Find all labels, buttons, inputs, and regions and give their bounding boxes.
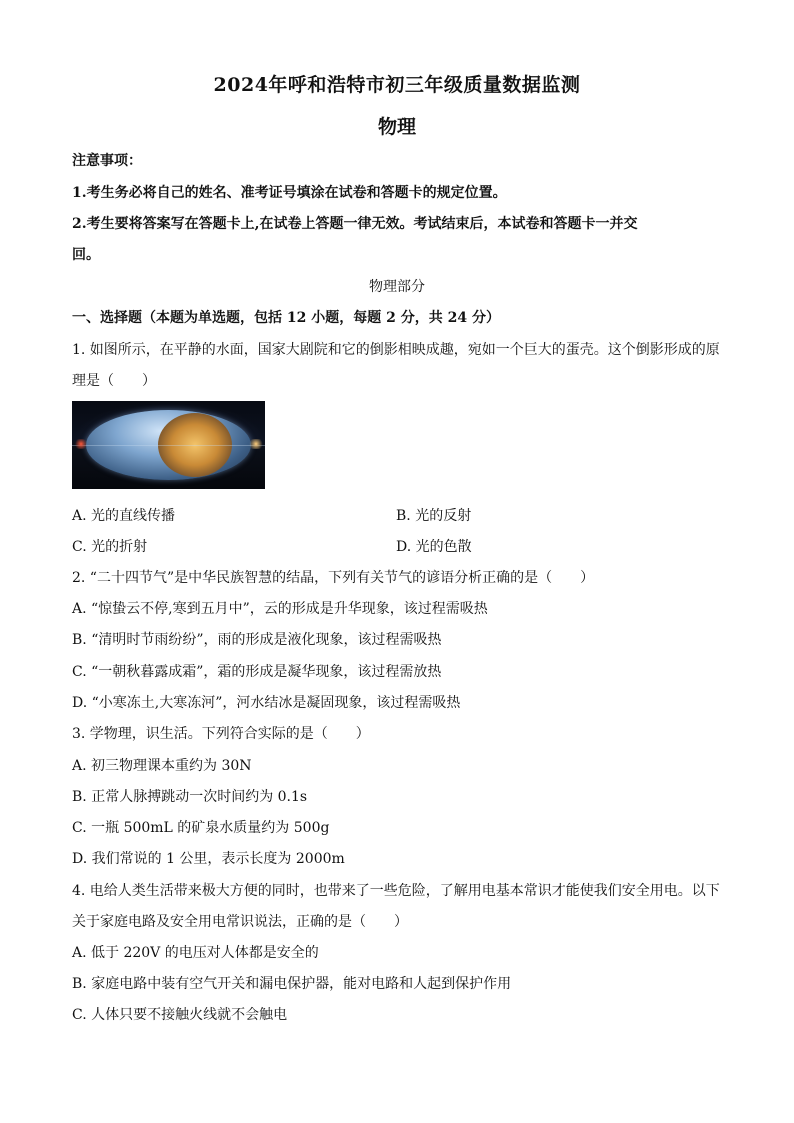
q3-option-a: A. 初三物理课本重约为 30N (72, 758, 252, 774)
q4-option-b: B. 家庭电路中装有空气开关和漏电保护器，能对电路和人起到保护作用 (72, 976, 512, 992)
q4-stem-line-1: 4. 电给人类生活带来极大方便的同时，也带来了一些危险，了解用电基本常识才能使我们安全用电。以下 (72, 883, 720, 899)
q3-stem: 3. 学物理，识生活。下列符合实际的是（ ） (72, 726, 370, 742)
notes-item-2-line-1: 2.考生要将答案写在答题卡上,在试卷上答题一律无效。考试结束后，本试卷和答题卡一并交 (72, 216, 638, 232)
q2-option-c: C. “一朝秋暮露成霜”，霜的形成是凝华现象，该过程需放热 (72, 664, 442, 680)
photo-waterline (72, 445, 265, 446)
subject-title: 物理 (377, 116, 416, 138)
q2-option-a: A. “惊蛰云不停,寒到五月中”，云的形成是升华现象，该过程需吸热 (72, 601, 488, 617)
q3-option-b: B. 正常人脉搏跳动一次时间约为 0.1s (72, 789, 308, 805)
q1-stem-line-1: 1. 如图所示，在平静的水面，国家大剧院和它的倒影相映成趣，宛如一个巨大的蛋壳。这个倒影形成的原 (72, 342, 720, 358)
photo-lights-right (248, 439, 264, 449)
notes-item-1: 1.考生务必将自己的姓名、准考证号填涂在试卷和答题卡的规定位置。 (72, 185, 507, 201)
q1-option-d: D. 光的色散 (396, 539, 472, 555)
q4-option-c: C. 人体只要不接触火线就不会触电 (72, 1007, 288, 1023)
q1-stem-line-2: 理是（ ） (72, 373, 156, 389)
notes-heading: 注意事项： (72, 153, 142, 169)
q2-stem: 2. “二十四节气”是中华民族智慧的结晶，下列有关节气的谚语分析正确的是（ ） (72, 570, 595, 586)
q2-option-d: D. “小寒冻土,大寒冻河”，河水结冰是凝固现象，该过程需吸热 (72, 695, 461, 711)
section-title: 物理部分 (369, 279, 425, 295)
photo-lights-left (74, 439, 88, 449)
q1-option-a: A. 光的直线传播 (72, 508, 176, 524)
part-1-heading: 一、选择题（本题为单选题，包括 12 小题，每题 2 分，共 24 分） (72, 310, 500, 326)
q3-option-d: D. 我们常说的 1 公里，表示长度为 2000m (72, 851, 345, 867)
q3-option-c: C. 一瓶 500mL 的矿泉水质量约为 500g (72, 820, 330, 836)
q1-option-c: C. 光的折射 (72, 539, 148, 555)
q2-option-b: B. “清明时节雨纷纷”，雨的形成是液化现象，该过程需吸热 (72, 632, 442, 648)
q1-option-b: B. 光的反射 (396, 508, 472, 524)
q4-option-a: A. 低于 220V 的电压对人体都是安全的 (72, 945, 319, 961)
q4-stem-line-2: 关于家庭电路及安全用电常识说法，正确的是（ ） (72, 914, 408, 930)
notes-item-2-line-2: 回。 (72, 247, 100, 263)
exam-title: 2024年呼和浩特市初三年级质量数据监测 (213, 74, 581, 96)
national-grand-theatre-photo (72, 401, 265, 489)
